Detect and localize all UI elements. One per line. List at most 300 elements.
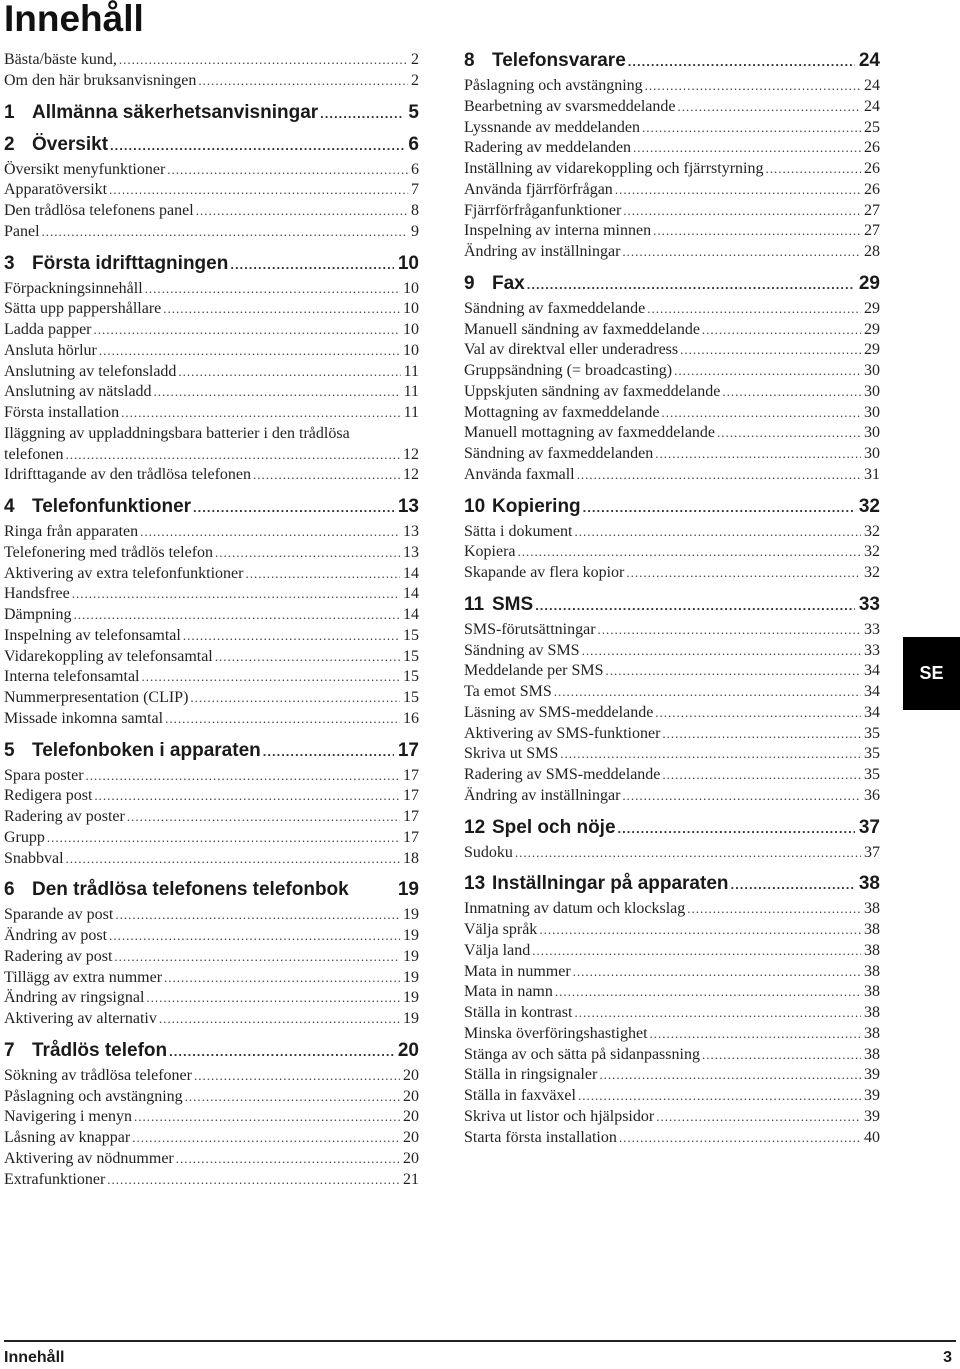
toc-chapter[interactable] [464,873,880,895]
toc-entry[interactable] [464,1045,880,1066]
entry-title: Stänga av och sätta på sidanpassning [464,1045,700,1063]
entry-title: Nummerpresentation (CLIP) [4,689,189,706]
toc-entry[interactable] [4,403,419,424]
toc-entry[interactable] [4,926,419,947]
dot-leader [193,497,394,519]
entry-title: Låsning av knappar [4,1129,131,1146]
entry-title: Ändring av inställningar [464,786,621,804]
entry-title: Läsning av SMS-meddelande [464,703,654,721]
entry-title: Använda faxmall [464,465,575,483]
entry-page-number: 30 [864,445,880,462]
dot-leader [622,786,861,807]
toc-entry[interactable] [4,424,419,466]
entry-title: Anslutning av telefonsladd [4,362,177,380]
dot-leader [109,180,408,201]
toc-chapter[interactable] [464,594,880,616]
entry-page-number: 30 [864,362,880,379]
entry-page-number: 14 [403,606,419,623]
dot-leader [163,299,400,320]
page-title: Innehåll [4,0,144,39]
entry-page-number: 13 [403,523,419,540]
entry-title: Sparande av post [4,906,114,924]
entry-title: Den trådlösa telefonens panel [4,202,194,219]
toc-entry[interactable] [464,1086,880,1107]
toc-entry[interactable] [4,667,419,688]
toc-entry[interactable] [4,947,419,968]
entry-page-number: 26 [864,180,880,198]
chapter-title: Den trådlösa telefonens telefonbok [32,879,349,901]
entry-page-number: 36 [864,786,880,804]
toc-entry[interactable] [464,786,880,807]
entry-page-number: 19 [403,989,419,1007]
toc-entry[interactable] [4,786,419,807]
chapter-number: 5 [4,739,15,761]
entry-page-number: 38 [864,983,880,1001]
entry-page-number: 2 [411,51,419,68]
entry-title: Uppskjuten sändning av faxmeddelande [464,382,721,400]
toc-entry[interactable] [464,180,880,201]
entry-title: Grupp [4,828,45,846]
toc-entry[interactable] [464,242,880,263]
dot-leader [185,1087,400,1108]
toc-entry[interactable] [4,543,419,564]
chapter-number: 13 [464,873,486,895]
toc-chapter[interactable] [464,50,880,72]
toc-entry[interactable] [4,1107,419,1128]
dot-leader [196,201,408,222]
dot-leader [110,135,404,157]
toc-entry[interactable] [464,542,880,563]
chapter-title: Fax [492,272,525,294]
entry-page-number: 32 [864,564,880,581]
dot-leader [573,962,861,983]
toc-chapter[interactable] [4,102,419,124]
dot-leader [619,1128,861,1149]
toc-entry[interactable] [464,403,880,424]
dot-leader [717,423,861,444]
dot-leader [176,1149,400,1170]
chapter-title: Telefonsvarare [492,50,626,71]
toc-entry[interactable] [464,340,880,361]
dot-leader [527,274,855,296]
entry-page-number: 29 [864,341,880,359]
entry-title: Om den här bruksanvisningen [4,71,197,89]
dot-leader [66,849,400,870]
toc-entry[interactable] [4,849,419,870]
entry-page-number: 35 [864,766,880,783]
dot-leader [159,1009,400,1030]
toc-entry[interactable] [4,605,419,626]
toc-entry[interactable] [464,382,880,403]
toc-entry[interactable] [4,688,419,709]
chapter-number: 4 [4,496,15,517]
entry-page-number: 25 [864,118,880,136]
dot-leader [518,542,861,563]
chapter-page-number: 24 [858,50,880,71]
dot-leader [515,843,861,864]
dot-leader [142,667,401,688]
entry-title: Inspelning av interna minnen [464,222,652,240]
toc-entry[interactable] [464,703,880,724]
dot-leader [183,626,400,647]
entry-title: Meddelande per SMS [464,662,604,680]
toc-entry[interactable] [464,201,880,222]
entry-page-number: 31 [864,465,880,483]
dot-leader [615,180,861,201]
dot-leader [215,647,400,668]
dot-leader [245,564,400,585]
chapter-number: 11 [464,593,485,615]
toc-entry[interactable] [4,222,419,243]
dot-leader [320,103,404,125]
entry-page-number: 17 [403,808,419,825]
entry-title: Extrafunktioner [4,1170,106,1188]
entry-title: Bearbetning av svarsmeddelande [464,97,676,115]
dot-leader [169,1041,394,1063]
dot-leader [599,1065,861,1086]
toc-entry[interactable] [464,620,880,641]
entry-page-number: 8 [411,202,419,219]
toc-entry[interactable] [4,1128,419,1149]
entry-page-number: 34 [864,662,880,680]
entry-page-number: 17 [403,828,419,846]
toc-entry[interactable] [4,564,419,585]
toc-entry[interactable] [464,641,880,662]
toc-entry[interactable] [4,180,419,201]
entry-page-number: 10 [403,341,419,359]
entry-page-number: 28 [864,243,880,260]
dot-leader [645,76,861,97]
toc-entry[interactable] [464,1065,880,1086]
toc-entry[interactable] [464,982,880,1003]
toc-entry[interactable] [4,968,419,989]
entry-title: Sändning av faxmeddelanden [464,445,654,462]
entry-page-number: 30 [864,424,880,442]
toc-entry[interactable] [4,465,419,486]
toc-entry[interactable] [4,709,419,730]
dot-leader [655,444,861,465]
entry-page-number: 24 [864,97,880,115]
toc-entry[interactable] [464,299,880,320]
entry-title: Mata in namn [464,983,553,1001]
chapter-page-number: 33 [858,593,880,615]
toc-entry[interactable] [4,647,419,668]
entry-title: Bästa/bäste kund, [4,51,117,68]
entry-title: Apparatöversikt [4,181,108,199]
entry-title: Ändring av inställningar [464,243,621,260]
entry-page-number: 20 [403,1149,419,1167]
entry-page-number: 30 [864,382,880,400]
toc-entry[interactable] [464,563,880,584]
toc-entry[interactable] [464,682,880,703]
dot-leader [263,741,394,763]
toc-chapter[interactable] [4,1040,419,1062]
toc-entry[interactable] [464,138,880,159]
toc-entry[interactable] [4,905,419,926]
entry-page-number: 19 [403,947,419,965]
toc-entry[interactable] [4,1170,419,1191]
entry-title: Skriva ut listor och hjälpsidor [464,1107,655,1125]
entry-page-number: 38 [864,1045,880,1063]
toc-entry[interactable] [4,584,419,605]
dot-leader [164,968,400,989]
toc-entry[interactable] [464,920,880,941]
chapter-page-number: 5 [408,101,419,123]
chapter-number: 9 [464,272,475,294]
entry-page-number: 9 [411,222,419,240]
toc-chapter[interactable] [4,879,419,901]
toc-entry[interactable] [4,71,419,92]
entry-page-number: 39 [864,1087,880,1104]
entry-title: Dämpning [4,606,72,623]
toc-entry[interactable] [4,1087,419,1108]
entry-title: Ladda papper [4,321,92,338]
entry-page-number: 26 [864,139,880,157]
entry-page-number: 19 [403,968,419,986]
chapter-title: Trådlös telefon [32,1039,168,1061]
dot-leader [114,947,400,968]
entry-page-number: 34 [864,683,880,700]
toc-entry[interactable] [464,661,880,682]
toc-entry[interactable] [464,76,880,97]
dot-leader [574,1003,861,1024]
dot-leader [560,744,861,765]
chapter-number: 2 [4,133,15,155]
dot-leader [554,682,861,703]
entry-title: Starta första installation [464,1128,617,1146]
dot-leader [47,828,400,849]
chapter-page-number: 19 [397,879,419,901]
entry-title: Påslagning och avstängning [4,1087,183,1105]
entry-page-number: 19 [403,906,419,924]
toc-chapter[interactable] [464,817,880,839]
entry-title: SMS-förutsättningar [464,620,596,638]
chapter-page-number: 37 [858,816,880,838]
toc-entry[interactable] [4,1066,419,1087]
toc-entry[interactable] [4,299,419,320]
entry-page-number: 27 [864,222,880,240]
dot-leader [165,709,400,730]
toc-entry[interactable] [464,765,880,786]
toc-entry[interactable] [4,988,419,1009]
entry-page-number: 14 [403,564,419,582]
toc-entry[interactable] [4,522,419,543]
entry-title: Använda fjärrförfrågan [464,180,613,198]
chapter-page-number: 6 [408,133,419,155]
toc-chapter[interactable] [4,134,419,156]
entry-title: Radering av SMS-meddelande [464,766,661,783]
entry-title: Ta emot SMS [464,683,552,700]
toc-left-column [4,50,419,1190]
toc-entry[interactable] [464,1003,880,1024]
entry-page-number: 20 [403,1108,419,1126]
toc-entry[interactable] [464,724,880,745]
toc-entry[interactable] [4,626,419,647]
entry-page-number: 38 [864,921,880,938]
toc-entry[interactable] [464,1024,880,1045]
toc-entry[interactable] [464,465,880,486]
toc-entry[interactable] [464,899,880,920]
dot-leader [662,403,862,424]
dot-leader [535,595,855,617]
toc-entry[interactable] [4,807,419,828]
chapter-title: Kopiering [492,495,581,517]
entry-page-number: 27 [864,201,880,219]
chapter-page-number: 29 [858,272,880,294]
entry-title: Sökning av trådlösa telefoner [4,1066,192,1084]
chapter-number: 7 [4,1039,15,1061]
chapter-number: 12 [464,816,486,838]
entry-title: Val av direktval eller underadress [464,341,679,359]
chapter-page-number: 38 [858,873,880,895]
toc-chapter[interactable] [464,496,880,518]
chapter-title: Spel och nöje [492,816,616,838]
toc-chapter[interactable] [4,740,419,762]
dot-leader [623,201,861,222]
dot-leader [628,51,855,73]
toc-entry[interactable] [464,97,880,118]
entry-title: Inspelning av telefonsamtal [4,626,181,644]
entry-page-number: 15 [403,647,419,665]
entry-page-number: 20 [403,1087,419,1105]
entry-page-number: 38 [864,900,880,918]
entry-page-number: 13 [403,543,419,561]
entry-page-number: 32 [864,522,880,540]
entry-title: Förpackningsinnehåll [4,279,143,297]
entry-page-number: 19 [403,1010,419,1027]
entry-page-number: 19 [403,927,419,944]
entry-title-line2-row [4,445,419,466]
chapter-number: 6 [4,879,15,901]
chapter-page-number: 17 [397,739,419,761]
toc-entry[interactable] [4,1009,419,1030]
toc-entry[interactable] [4,382,419,403]
entry-title: Ställa in ringsignaler [464,1066,598,1084]
toc-entry[interactable] [4,320,419,341]
toc-entry[interactable] [4,828,419,849]
toc-chapter[interactable] [4,253,419,275]
chapter-number: 3 [4,252,15,274]
dot-leader [656,1107,861,1128]
entry-page-number: 38 [864,962,880,980]
toc-entry[interactable] [4,160,419,181]
entry-title: Minska överföringshastighet [464,1024,648,1042]
dot-leader [574,522,861,543]
dot-leader [109,926,400,947]
dot-leader [539,920,861,941]
toc-entry[interactable] [464,962,880,983]
entry-page-number: 11 [403,404,419,421]
toc-entry[interactable] [464,744,880,765]
entry-page-number: 34 [864,703,880,721]
entry-title: Skapande av flera kopior [464,564,625,581]
entry-title: Manuell sändning av faxmeddelande [464,320,700,338]
footer-rule [4,1340,956,1342]
dot-leader [72,584,400,605]
chapter-number: 10 [464,495,486,517]
entry-title: Sätta upp pappershållare [4,300,162,318]
entry-page-number: 15 [403,689,419,706]
dot-leader [662,765,861,786]
toc-entry[interactable] [464,843,880,864]
chapter-title: Allmänna säkerhetsanvisningar [32,101,319,123]
toc-entry[interactable] [464,1128,880,1149]
dot-leader [146,988,400,1009]
entry-page-number: 33 [864,620,880,638]
toc-entry[interactable] [464,361,880,382]
toc-entry[interactable] [464,423,880,444]
entry-title: Idrifttagande av den trådlösa telefonen [4,466,251,484]
chapter-page-number: 13 [397,496,419,517]
toc-entry[interactable] [464,221,880,242]
entry-page-number: 18 [403,849,419,867]
entry-page-number: 15 [403,668,419,686]
entry-page-number: 10 [403,279,419,297]
dot-leader [655,703,861,724]
toc-entry[interactable] [464,1107,880,1128]
toc-entry[interactable] [464,444,880,465]
entry-title: Välja land [464,941,531,959]
chapter-title: Telefonfunktioner [32,496,192,517]
toc-entry[interactable] [4,50,419,71]
chapter-title: Inställningar på apparaten [492,873,729,895]
toc-entry[interactable] [464,159,880,180]
dot-leader [99,341,400,362]
dot-leader [74,605,400,626]
toc-entry[interactable] [464,118,880,139]
dot-leader [154,382,401,403]
entry-title: Första installation [4,404,120,421]
dot-leader [578,1086,861,1107]
toc-entry[interactable] [4,1149,419,1170]
dot-leader [215,543,400,564]
toc-entry[interactable] [4,362,419,383]
entry-title: Välja språk [464,921,538,938]
dot-leader [731,874,855,896]
toc-entry[interactable] [464,522,880,543]
entry-page-number: 38 [864,941,880,959]
entry-title: Ställa in kontrast [464,1004,573,1021]
dot-leader [722,382,861,403]
entry-page-number: 39 [864,1107,880,1125]
dot-leader [653,221,861,242]
toc-entry[interactable] [464,320,880,341]
entry-page-number: 33 [864,641,880,659]
entry-title-line1: Iläggning av uppladdningsbara batterier i den trådlösa [4,424,350,442]
dot-leader [687,899,861,920]
dot-leader [702,1045,861,1066]
entry-title: Manuell mottagning av faxmeddelande [464,424,716,442]
dot-leader [167,160,408,181]
dot-leader [132,1128,400,1149]
toc-chapter[interactable] [464,273,880,295]
toc-entry[interactable] [4,279,419,300]
toc-entry[interactable] [4,201,419,222]
toc-entry[interactable] [4,766,419,787]
entry-title: Anslutning av nätsladd [4,383,152,401]
toc-entry[interactable] [4,341,419,362]
dot-leader [115,905,400,926]
dot-leader [765,159,861,180]
entry-page-number: 29 [864,299,880,317]
toc-entry[interactable] [464,941,880,962]
entry-page-number: 35 [864,724,880,742]
entry-title: Navigering i menyn [4,1108,132,1126]
entry-title: Telefonering med trådlös telefon [4,543,214,561]
dot-leader [66,445,400,466]
entry-title: Interna telefonsamtal [4,668,140,686]
toc-chapter[interactable] [4,496,419,518]
